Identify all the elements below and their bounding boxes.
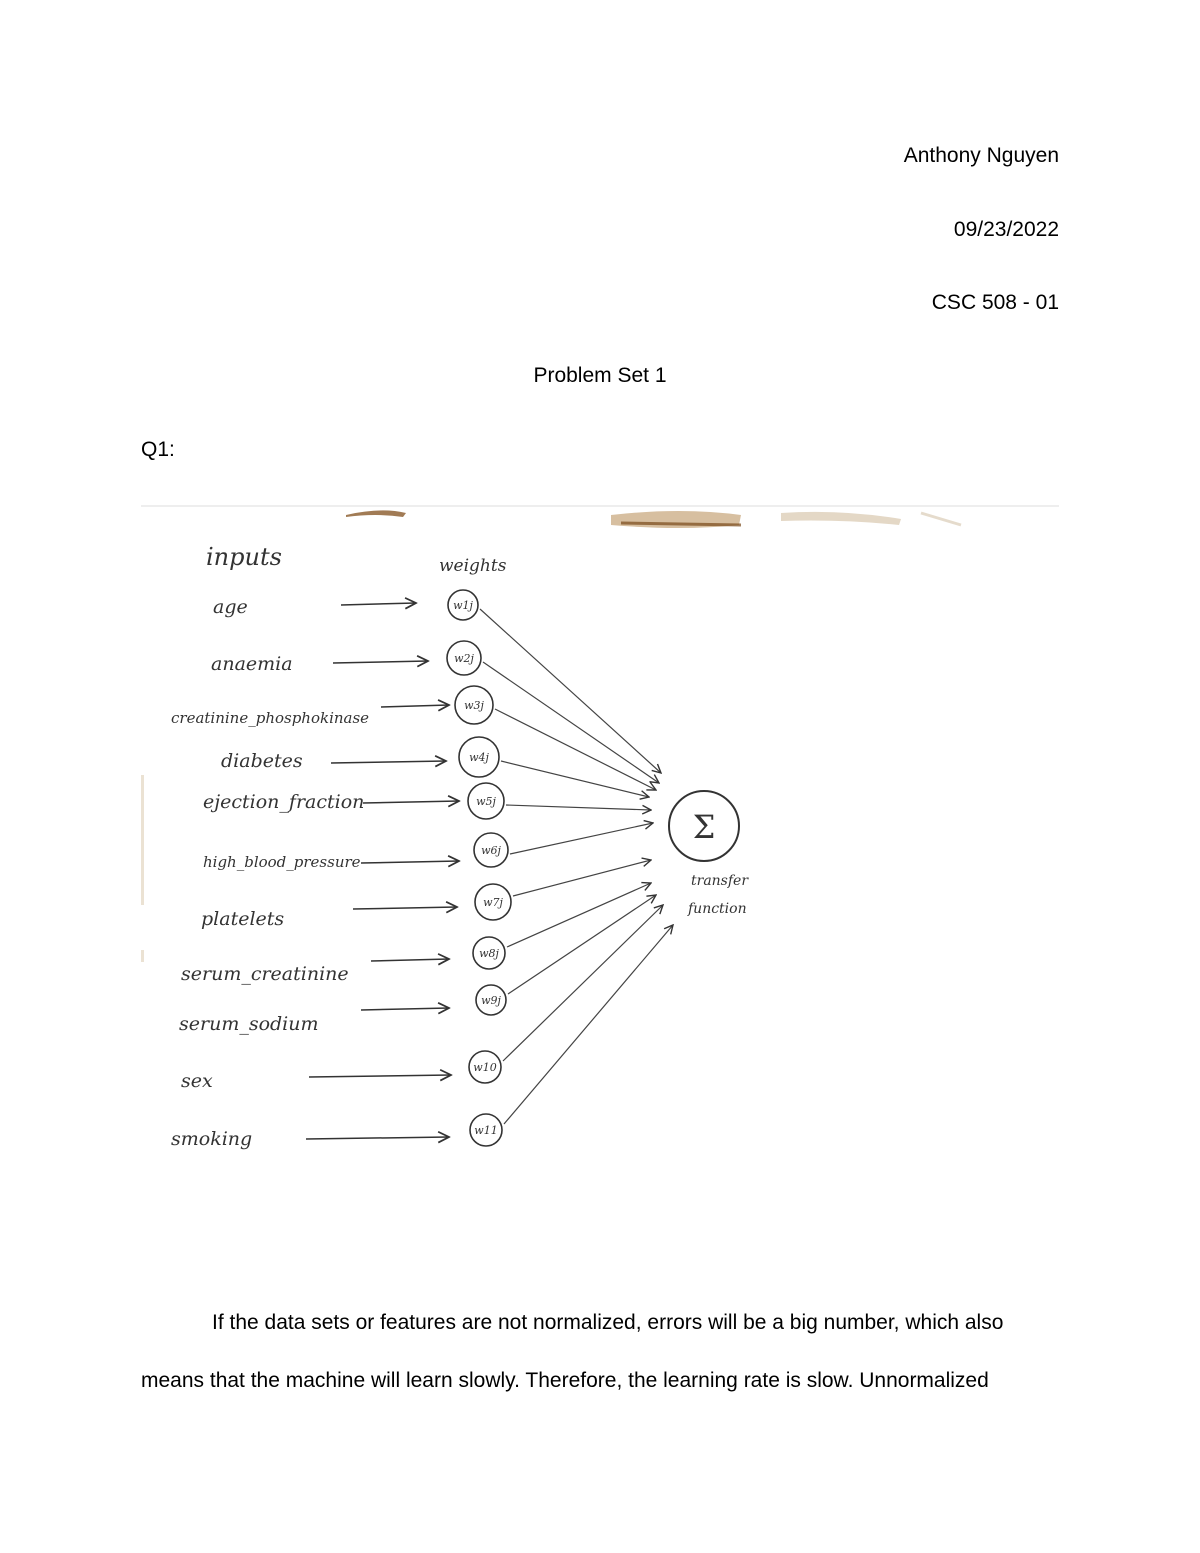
weights-heading: weights xyxy=(439,556,507,576)
weight-label: w3j xyxy=(464,699,484,712)
input-arrow xyxy=(353,907,457,909)
input-arrow xyxy=(361,1008,449,1010)
input-label: high_blood_pressure xyxy=(203,853,361,871)
input-label: serum_creatinine xyxy=(181,963,349,985)
input-arrow xyxy=(371,959,449,961)
input-label: age xyxy=(213,596,248,618)
input-label: serum_sodium xyxy=(179,1013,319,1035)
paragraph-line-2: means that the machine will learn slowly. Therefore, the learning rate is slow. Unnormalized xyxy=(141,1369,989,1392)
weight-label: w6j xyxy=(481,844,501,857)
input-row xyxy=(171,686,656,790)
weight-arrow xyxy=(513,860,651,896)
weight-label: w2j xyxy=(454,652,474,665)
input-label: smoking xyxy=(171,1128,253,1150)
input-row xyxy=(171,925,673,1150)
weight-label: w11 xyxy=(474,1124,498,1137)
weight-label: w9j xyxy=(481,994,501,1007)
weight-arrow xyxy=(495,709,656,790)
weight-arrow xyxy=(510,823,653,854)
weight-arrow xyxy=(480,609,661,773)
input-arrow xyxy=(309,1075,451,1077)
weight-arrow xyxy=(504,925,673,1124)
input-arrow xyxy=(341,603,416,605)
edge-smudge xyxy=(141,775,144,962)
weight-label: w5j xyxy=(476,795,496,808)
function-label: function xyxy=(688,901,747,917)
input-arrow xyxy=(333,661,428,663)
input-label: creatinine_phosphokinase xyxy=(171,709,370,727)
course-code: CSC 508 - 01 xyxy=(931,291,1059,314)
input-label: anaemia xyxy=(211,653,293,675)
input-arrow xyxy=(331,761,446,763)
weight-arrow xyxy=(508,895,656,994)
input-arrow xyxy=(363,801,459,803)
sigma-symbol: Σ xyxy=(692,808,716,846)
weight-arrow xyxy=(503,905,663,1061)
input-arrow xyxy=(306,1137,449,1139)
input-label: diabetes xyxy=(221,750,303,772)
page-title: Problem Set 1 xyxy=(533,364,667,387)
input-row xyxy=(203,823,653,871)
input-label: ejection_fraction xyxy=(203,791,365,813)
input-row xyxy=(181,905,663,1092)
transfer-label: transfer xyxy=(691,873,749,889)
weight-arrow xyxy=(506,805,651,810)
date: 09/23/2022 xyxy=(953,218,1059,241)
input-label: platelets xyxy=(201,908,285,930)
paragraph-line-1: If the data sets or features are not normalized, errors will be a big number, which also xyxy=(212,1311,1004,1334)
weight-arrow xyxy=(501,761,649,797)
summation-node xyxy=(669,791,739,861)
input-row xyxy=(221,737,649,797)
input-label: sex xyxy=(181,1070,213,1092)
weight-label: w1j xyxy=(453,599,473,612)
neural-network-sketch xyxy=(141,495,1059,1270)
input-arrow xyxy=(381,705,449,707)
inputs-heading: inputs xyxy=(206,543,282,571)
weight-label: w10 xyxy=(473,1061,497,1074)
input-arrow xyxy=(361,861,459,863)
scan-smudge xyxy=(141,505,1059,528)
input-row xyxy=(181,883,651,985)
weight-label: w8j xyxy=(479,947,499,960)
question-label: Q1: xyxy=(141,438,175,461)
input-row xyxy=(213,590,661,773)
weight-label: w7j xyxy=(483,896,503,909)
input-row xyxy=(203,783,651,819)
weight-arrow xyxy=(483,662,659,783)
weight-label: w4j xyxy=(469,751,489,764)
author-name: Anthony Nguyen xyxy=(903,144,1059,167)
